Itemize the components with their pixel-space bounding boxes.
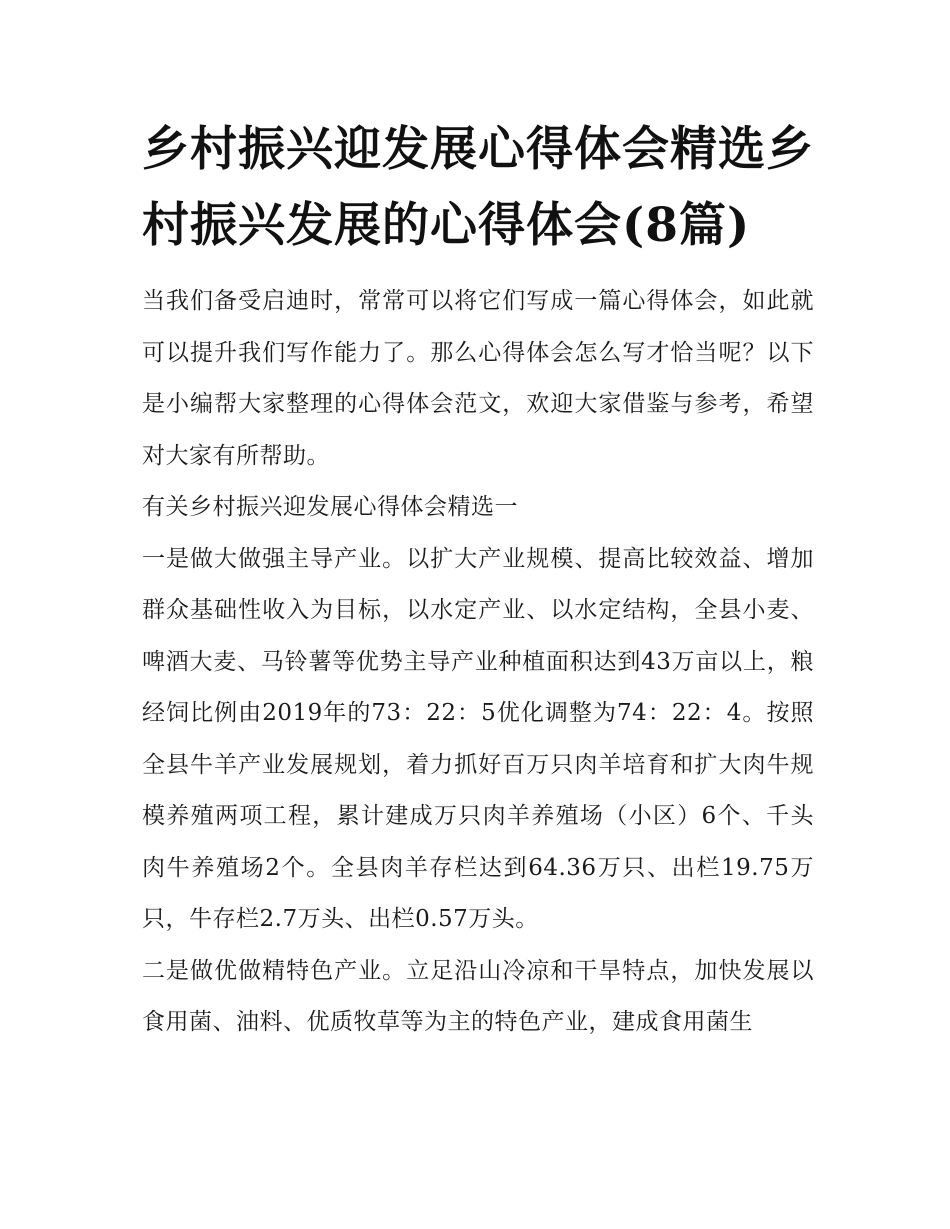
intro-paragraph: 当我们备受启迪时，常常可以将它们写成一篇心得体会，如此就可以提升我们写作能力了。那么心得体会怎么写才恰当呢？以下是小编帮大家整理的心得体会范文，欢迎大家借鉴与参考，希望对大家有所帮助。 [142, 288, 814, 469]
section-heading: 有关乡村振兴迎发展心得体会精选一 [142, 494, 518, 520]
body-paragraph-2: 二是做优做精特色产业。立足沿山冷凉和干旱特点，加快发展以食用菌、油料、优质牧草等为主的特色产业，建成食用菌生 [142, 957, 814, 1035]
document-content [142, 112, 814, 1049]
document-title: 乡村振兴迎发展心得体会精选乡村振兴发展的心得体会(8篇) [142, 122, 814, 253]
body-paragraph-1: 一是做大做强主导产业。以扩大产业规模、提高比较效益、增加群众基础性收入为目标，以水定产业、以水定结构，全县小麦、啤酒大麦、马铃薯等优势主导产业种植面积达到43万亩以上，粮经饲比例由2019年的73：22：5优化调整为74：22：4。按照全县牛羊产业发展规划，着力抓好百万只肉羊培育和扩大肉牛规模养殖两项工程，累计建成万只肉羊养殖场（小区）6个、千头肉牛养殖场2个。全县肉羊存栏达到64.36万只、出栏19.75万只，牛存栏2.7万头、出栏0.57万头。 [142, 545, 814, 932]
